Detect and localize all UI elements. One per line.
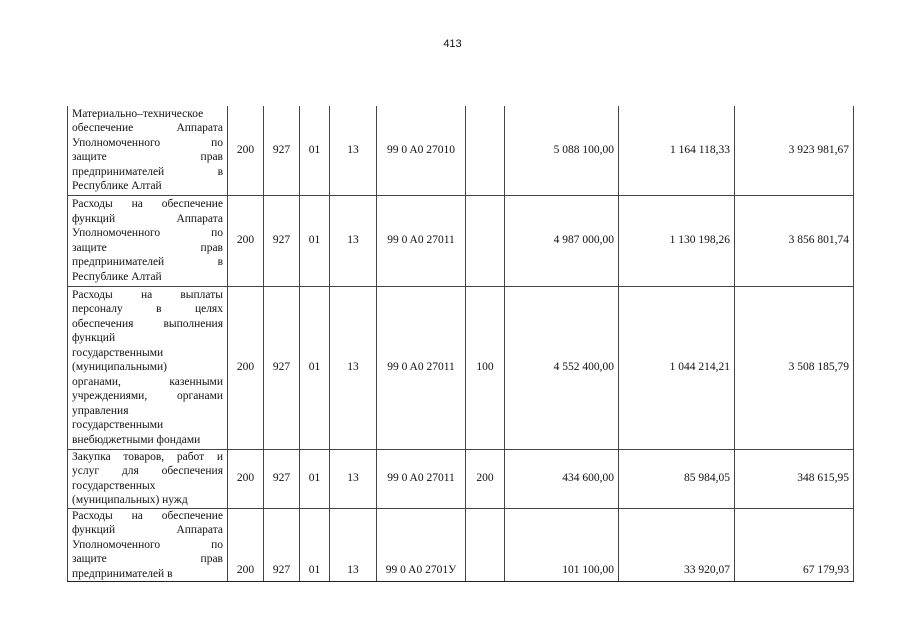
expense-type-code: 200: [466, 449, 505, 508]
target-article-code: 99 0 A0 2701У: [377, 508, 466, 582]
description-line: защите прав: [72, 241, 223, 254]
subsection-code: 13: [330, 286, 377, 449]
description-line: предпринимателей в: [72, 256, 223, 268]
description-line: Республике Алтай: [72, 270, 162, 283]
description-line: предпринимателей в: [72, 165, 223, 178]
section-code: 200: [228, 508, 264, 582]
description-line: государственными: [72, 346, 164, 359]
description-line: функций Аппарата: [72, 524, 223, 536]
row-description: [68, 286, 228, 449]
table-row: [68, 106, 854, 195]
description-line: функций: [72, 332, 116, 345]
description-line: государственными: [72, 419, 164, 432]
expense-type-code: 100: [466, 286, 505, 449]
chapter-code: 01: [300, 286, 330, 449]
target-article-code: 99 0 A0 27010: [377, 106, 466, 195]
row-description: [68, 449, 228, 508]
subsection-code: 13: [330, 508, 377, 582]
section-code: 200: [228, 449, 264, 508]
expense-type-code: [466, 195, 505, 286]
section-code: 200: [228, 106, 264, 195]
approved-amount: 434 600,00: [505, 449, 619, 508]
description-line: защите прав: [72, 151, 223, 164]
description-line: органами, казенными: [72, 375, 223, 388]
table-row: [68, 449, 854, 508]
description-line: Уполномоченного по: [72, 538, 223, 551]
description-line: (муниципальными): [72, 361, 167, 374]
description-line: Расходы на обеспечение: [72, 198, 223, 210]
ministry-code: 927: [264, 508, 300, 582]
table-row: [68, 286, 854, 449]
ministry-code: 927: [264, 449, 300, 508]
chapter-code: 01: [300, 449, 330, 508]
approved-amount: 4 987 000,00: [505, 195, 619, 286]
description-line: Закупка товаров, работ и: [72, 450, 223, 463]
executed-amount: 1 130 198,26: [619, 195, 735, 286]
ministry-code: 927: [264, 286, 300, 449]
ministry-code: 927: [264, 195, 300, 286]
approved-amount: 4 552 400,00: [505, 286, 619, 449]
description-line: внебюджетными фондами: [72, 433, 201, 446]
executed-amount: 1 044 214,21: [619, 286, 735, 449]
description-line: Расходы на обеспечение: [72, 509, 223, 522]
description-line: учреждениями, органами: [72, 390, 223, 403]
subsection-code: 13: [330, 449, 377, 508]
row-description: [68, 508, 228, 582]
description-line: Расходы на выплаты: [72, 288, 223, 301]
executed-amount: 85 984,05: [619, 449, 735, 508]
subsection-code: 13: [330, 195, 377, 286]
target-article-code: 99 0 A0 27011: [377, 449, 466, 508]
expense-type-code: [466, 508, 505, 582]
description-line: Уполномоченного по: [72, 136, 223, 149]
remaining-amount: 3 856 801,74: [735, 195, 854, 286]
section-code: 200: [228, 195, 264, 286]
description-line: услуг для обеспечения: [72, 465, 223, 477]
table-row: [68, 195, 854, 286]
description-line: предпринимателей в: [72, 567, 173, 580]
description-line: Республике Алтай: [72, 180, 162, 193]
executed-amount: 1 164 118,33: [619, 106, 735, 195]
description-line: функций Аппарата: [72, 212, 223, 225]
row-description: [68, 106, 228, 195]
description-line: персоналу в целях: [72, 303, 223, 316]
description-line: защите прав: [72, 553, 223, 565]
remaining-amount: 348 615,95: [735, 449, 854, 508]
row-description: [68, 195, 228, 286]
description-line: обеспечения выполнения: [72, 317, 223, 330]
ministry-code: 927: [264, 106, 300, 195]
budget-table: [67, 106, 854, 582]
remaining-amount: 3 508 185,79: [735, 286, 854, 449]
chapter-code: 01: [300, 106, 330, 195]
description-line: Материально–техническое: [72, 107, 204, 120]
page-number: 413: [443, 38, 462, 50]
chapter-code: 01: [300, 195, 330, 286]
approved-amount: 5 088 100,00: [505, 106, 619, 195]
table-row: [68, 508, 854, 582]
subsection-code: 13: [330, 106, 377, 195]
description-line: (муниципальных) нужд: [72, 494, 188, 506]
target-article-code: 99 0 A0 27011: [377, 195, 466, 286]
approved-amount: 101 100,00: [505, 508, 619, 582]
expense-type-code: [466, 106, 505, 195]
description-line: Уполномоченного по: [72, 227, 223, 239]
executed-amount: 33 920,07: [619, 508, 735, 582]
target-article-code: 99 0 A0 27011: [377, 286, 466, 449]
description-line: обеспечение Аппарата: [72, 122, 223, 135]
remaining-amount: 3 923 981,67: [735, 106, 854, 195]
description-line: управления: [72, 404, 129, 417]
description-line: государственных: [72, 479, 156, 492]
section-code: 200: [228, 286, 264, 449]
chapter-code: 01: [300, 508, 330, 582]
remaining-amount: 67 179,93: [735, 508, 854, 582]
